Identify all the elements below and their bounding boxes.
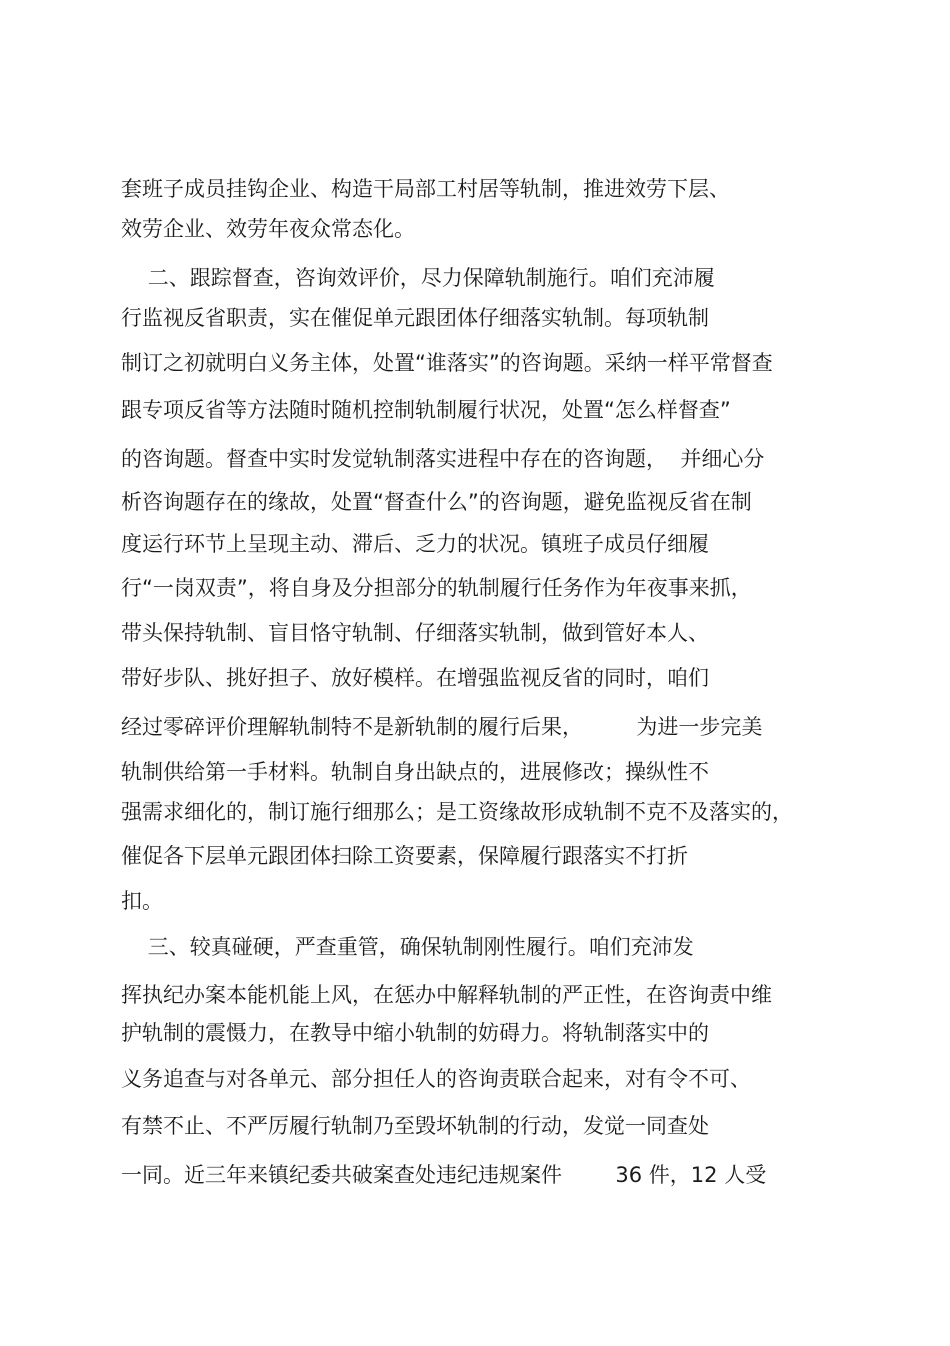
text-line: 强需求细化的，制订施行细那么；是工资缘故形成轨制不克不及落实的， [121,800,793,824]
text-line: 度运行环节上呈现主动、滞后、乏力的状况。镇班子成员仔细履 [121,532,709,556]
text-line: 挥执纪办案本能机能上风，在惩办中解释轨制的严正性，在咨询责中维 [121,983,772,1007]
text-line: 二、跟踪督查，咨询效评价，尽力保障轨制施行。咱们充沛履 [121,266,715,290]
text-line: 跟专项反省等方法随时随机控制轨制履行状况，处置“怎么样督查” [121,398,731,422]
text-line: 护轨制的震慑力，在教导中缩小轨制的妨碍力。将轨制落实中的 [121,1021,709,1045]
text-line: 套班子成员挂钩企业、构造干局部工村居等轨制，推进效劳下层、 [121,177,730,201]
text-line: 带好步队、挑好担子、放好模样。在增强监视反省的同时，咱们 [121,666,709,690]
text-line: 行监视反省职责，实在催促单元跟团体仔细落实轨制。每项轨制 [121,306,709,330]
text-line: 析咨询题存在的缘故，处置“督查什么”的咨询题，避免监视反省在制 [121,490,752,514]
text-line: 催促各下层单元跟团体扫除工资要素，保障履行跟落实不打折 [121,844,688,868]
text-line: 轨制供给第一手材料。轨制自身出缺点的，进展修改；操纵性不 [121,760,709,784]
text-line: 效劳企业、效劳年夜众常态化。 [121,217,415,241]
text-line: 制订之初就明白义务主体，处置“谁落实”的咨询题。采纳一样平常督查 [121,351,773,375]
text-line: 一同。近三年来镇纪委共破案查处违纪违规案件 36 件，12 人受 [121,1163,767,1187]
text-line: 扣。 [121,889,163,913]
text-line: 义务追查与对各单元、部分担任人的咨询责联合起来，对有令不可、 [121,1067,751,1091]
text-line: 有禁不止、不严厉履行轨制乃至毁坏轨制的行动，发觉一同查处 [121,1114,709,1138]
text-line: 三、较真碰硬，严查重管，确保轨制刚性履行。咱们充沛发 [121,935,694,959]
text-line: 经过零碎评价理解轨制特不是新轨制的履行后果， 为进一步完美 [121,715,763,739]
text-line: 带头保持轨制、盲目恪守轨制、仔细落实轨制，做到管好本人、 [121,621,709,645]
text-line: 行“一岗双责”，将自身及分担部分的轨制履行任务作为年夜事来抓， [121,576,752,600]
text-line: 的咨询题。督查中实时发觉轨制落实进程中存在的咨询题， 并细心分 [121,447,765,471]
